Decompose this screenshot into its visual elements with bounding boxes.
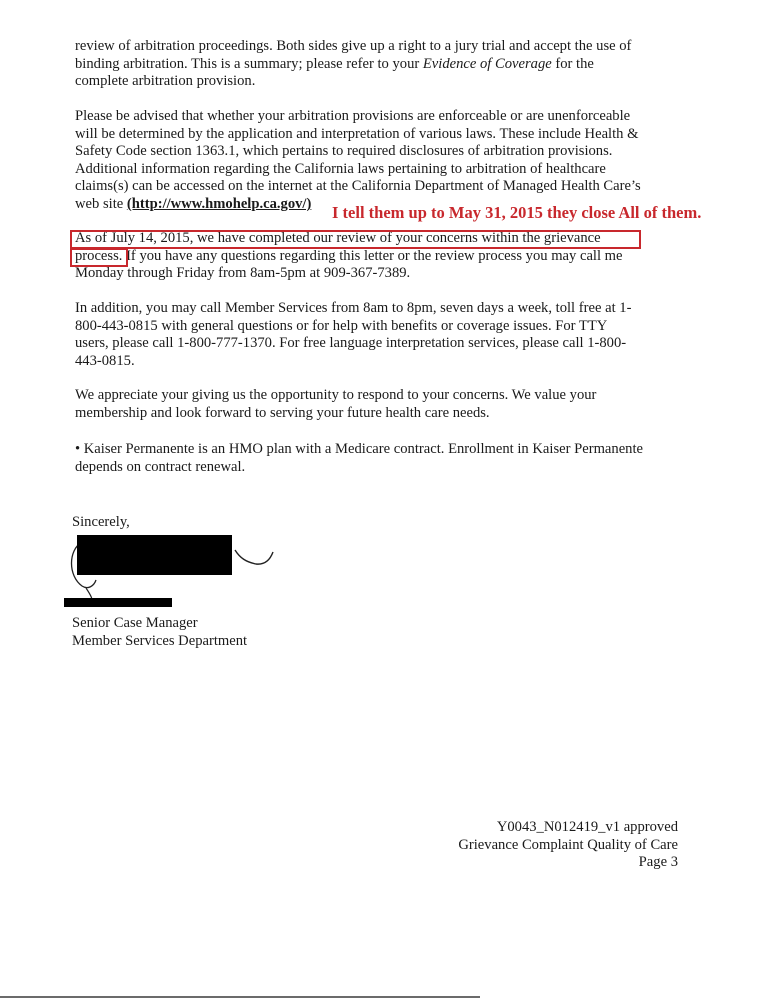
redacted-name bbox=[64, 598, 172, 607]
text-line bbox=[75, 56, 695, 74]
red-highlight-box-line1 bbox=[70, 230, 641, 249]
signer-title: Senior Case Manager bbox=[72, 615, 198, 631]
hmo-disclaimer-paragraph bbox=[75, 441, 695, 476]
text-line: membership and look forward to serving your future health care needs. bbox=[75, 404, 490, 421]
text-line: We appreciate your giving us the opportunity to respond to your concerns. We value your bbox=[75, 387, 597, 403]
evidence-of-coverage-title: Evidence of Coverage bbox=[422, 55, 552, 72]
page-number: Page 3 bbox=[638, 854, 678, 871]
text-line: Please be advised that whether your arbitration provisions are enforceable or are unenforceable bbox=[75, 108, 631, 124]
text-line: As of July 14, 2015, we have completed our review of your concerns within the grievance bbox=[75, 230, 601, 246]
text-line: complete arbitration provision. bbox=[75, 73, 256, 90]
text-line: review of arbitration proceedings. Both sides give up a right to a jury trial and accept the use of bbox=[75, 38, 632, 54]
document-code: Y0043_N012419_v1 approved bbox=[496, 819, 678, 835]
scan-edge-line bbox=[0, 996, 480, 998]
red-highlight-box-line2 bbox=[70, 248, 128, 267]
signer-department: Member Services Department bbox=[72, 632, 248, 649]
red-annotation: I tell them up to May 31, 2015 they close All of them. bbox=[332, 203, 702, 222]
text-line: Monday through Friday from 8am-5pm at 909-367-7389. bbox=[75, 265, 411, 282]
text-segment: binding arbitration. This is a summary; please refer to your bbox=[75, 55, 423, 72]
boxed-word-process: process. bbox=[75, 247, 123, 264]
page-footer bbox=[458, 819, 678, 872]
text-line: depends on contract renewal. bbox=[75, 458, 246, 475]
text-segment: web site bbox=[75, 195, 127, 212]
appreciation-paragraph bbox=[75, 387, 695, 422]
arbitration-summary-paragraph bbox=[75, 38, 695, 91]
text-line: Additional information regarding the California laws pertaining to arbitration of healthcare bbox=[75, 160, 606, 177]
dmhc-website-link[interactable]: (http://www.hmohelp.ca.gov/) bbox=[126, 195, 312, 212]
text-line: claims(s) can be accessed on the internet at the California Department of Managed Health Care’s bbox=[75, 178, 641, 195]
arbitration-laws-paragraph bbox=[75, 108, 695, 214]
closing: Sincerely, bbox=[72, 514, 130, 530]
text-line: 443-0815. bbox=[75, 352, 135, 369]
redacted-signature bbox=[77, 535, 232, 575]
text-segment: for the bbox=[551, 55, 594, 72]
text-line: will be determined by the application and interpretation of various laws. These include Health & bbox=[75, 125, 639, 142]
text-line bbox=[75, 248, 695, 266]
signer-block bbox=[72, 615, 692, 650]
text-line: Safety Code section 1363.1, which pertains to required disclosures of arbitration provisions. bbox=[75, 143, 613, 160]
text-segment: If you have any questions regarding this letter or the review process you may call me bbox=[122, 247, 623, 264]
member-services-paragraph bbox=[75, 300, 695, 370]
text-line: In addition, you may call Member Services from 8am to 8pm, seven days a week, toll free at 1- bbox=[75, 300, 632, 316]
text-line: 800-443-0815 with general questions or for help with benefits or coverage issues. For TTY bbox=[75, 317, 608, 334]
document-subject: Grievance Complaint Quality of Care bbox=[458, 836, 678, 853]
text-line: users, please call 1-800-777-1370. For free language interpretation services, please call 1-800- bbox=[75, 335, 627, 352]
text-line: • Kaiser Permanente is an HMO plan with a Medicare contract. Enrollment in Kaiser Permanente bbox=[75, 441, 643, 457]
